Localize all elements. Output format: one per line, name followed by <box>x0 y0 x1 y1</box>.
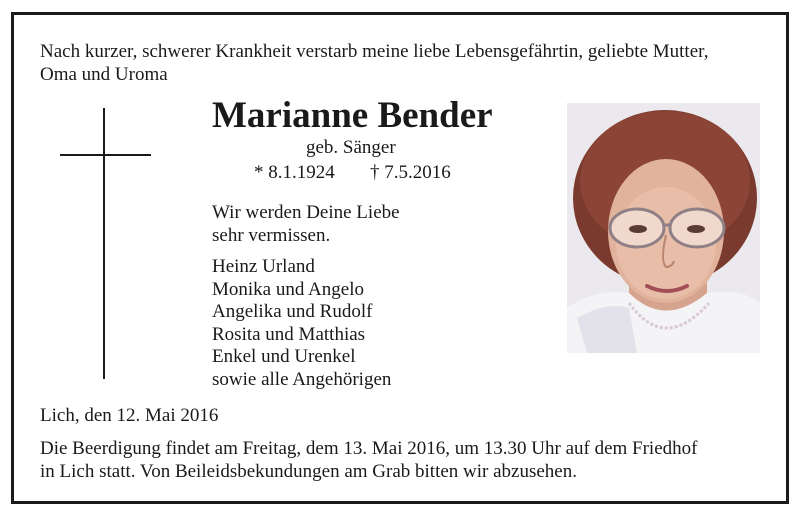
birth-date: * 8.1.1924 <box>254 162 335 183</box>
intro-text <box>40 40 708 86</box>
mourner-name: Rosita und Matthias <box>212 323 366 345</box>
cross-icon <box>103 108 105 379</box>
funeral-info <box>40 437 697 483</box>
intro-line: Oma und Uroma <box>40 64 168 85</box>
mourner-name: Heinz Urland <box>212 256 315 277</box>
mourner-name: Enkel und Urenkel <box>212 346 356 367</box>
mourner-name: Angelika und Rudolf <box>212 301 373 322</box>
mourners-list <box>212 256 391 391</box>
cross-icon-bar <box>60 154 151 156</box>
birth-name: geb. Sänger <box>306 137 396 158</box>
place-date: Lich, den 12. Mai 2016 <box>40 405 219 426</box>
quote-line: sehr vermissen. <box>212 225 331 246</box>
quote-line: Wir werden Deine Liebe <box>212 202 400 223</box>
mourner-name: Monika und Angelo <box>212 278 364 300</box>
funeral-line: Die Beerdigung findet am Freitag, dem 13. Mai 2016, um 13.30 Uhr auf dem Friedhof <box>40 438 698 459</box>
intro-line: Nach kurzer, schwerer Krankheit verstarb meine liebe Lebensgefährtin, geliebte Mutter, <box>40 41 709 62</box>
mourner-name: sowie alle Angehörigen <box>212 368 392 390</box>
funeral-line: in Lich statt. Von Beileidsbekundungen am Grab bitten wir abzusehen. <box>40 461 577 482</box>
death-date: † 7.5.2016 <box>370 162 451 183</box>
memorial-quote <box>212 201 400 247</box>
portrait-photo <box>567 103 760 353</box>
deceased-name: Marianne Bender <box>212 95 493 136</box>
